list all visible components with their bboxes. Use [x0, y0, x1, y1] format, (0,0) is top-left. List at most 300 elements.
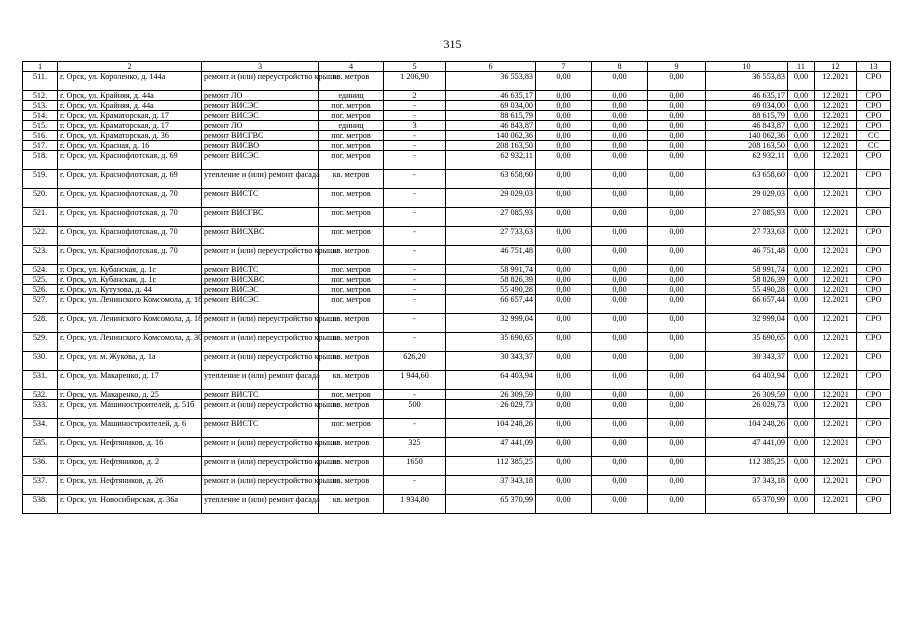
deadline-cell: 12.2021 [815, 111, 857, 121]
total-cost-cell: 104 248,26 [446, 419, 536, 438]
total-cost-cell: 36 553,83 [446, 72, 536, 91]
work-type-cell: ремонт ВИСЭС [202, 111, 319, 121]
cost-owners-cell: 62 932,11 [706, 151, 788, 170]
total-cost-cell: 29 029,03 [446, 189, 536, 208]
total-cost-cell: 26 029,73 [446, 400, 536, 419]
address-cell: г. Орск, ул. Машиностроителей, д. 51б [58, 400, 202, 419]
cost-owners-cell: 46 751,48 [706, 246, 788, 265]
deadline-cell: 12.2021 [815, 275, 857, 285]
cost-other-cell: 0,00 [648, 131, 706, 141]
cost-fund-cell: 0,00 [536, 495, 592, 514]
unit-cost-cell: 0,00 [788, 151, 815, 170]
table-row [23, 91, 891, 101]
method-cell: СРО [857, 275, 891, 285]
deadline-cell: 12.2021 [815, 295, 857, 314]
cost-budget-cell: 0,00 [592, 101, 648, 111]
method-cell: СРО [857, 91, 891, 101]
unit-cell: пог. метров [319, 295, 384, 314]
table-row [23, 495, 891, 514]
method-cell: СРО [857, 111, 891, 121]
method-cell: СРО [857, 208, 891, 227]
unit-cost-cell: 0,00 [788, 72, 815, 91]
address-cell: г. Орск, ул. Макаренко, д. 25 [58, 390, 202, 400]
deadline-cell: 12.2021 [815, 121, 857, 131]
unit-cell: кв. метров [319, 495, 384, 514]
cost-other-cell: 0,00 [648, 265, 706, 275]
volume-cell: 500 [384, 400, 446, 419]
table-row [23, 400, 891, 419]
work-type-cell: ремонт ВИСЭС [202, 151, 319, 170]
volume-cell: 1 944,60 [384, 371, 446, 390]
total-cost-cell: 46 843,87 [446, 121, 536, 131]
address-cell: г. Орск, ул. Крайняя, д. 44а [58, 101, 202, 111]
cost-fund-cell: 0,00 [536, 275, 592, 285]
cost-budget-cell: 0,00 [592, 314, 648, 333]
unit-cell: пог. метров [319, 419, 384, 438]
address-cell: г. Орск, ул. Красная, д. 16 [58, 141, 202, 151]
cost-owners-cell: 35 690,65 [706, 333, 788, 352]
unit-cell: кв. метров [319, 333, 384, 352]
cost-other-cell: 0,00 [648, 371, 706, 390]
row-number-cell: 524. [23, 265, 58, 275]
work-type-cell: утепление и (или) ремонт фасада [202, 371, 319, 390]
method-cell: СРО [857, 457, 891, 476]
cost-owners-cell: 26 029,73 [706, 400, 788, 419]
address-cell: г. Орск, ул. Короленко, д. 144а [58, 72, 202, 91]
cost-owners-cell: 104 248,26 [706, 419, 788, 438]
volume-cell: - [384, 295, 446, 314]
cost-owners-cell: 36 553,83 [706, 72, 788, 91]
cost-fund-cell: 0,00 [536, 352, 592, 371]
table-row [23, 227, 891, 246]
address-cell: г. Орск, ул. Краснофлотская, д. 70 [58, 246, 202, 265]
cost-fund-cell: 0,00 [536, 121, 592, 131]
unit-cell: пог. метров [319, 227, 384, 246]
column-number: 3 [202, 62, 319, 72]
unit-cost-cell: 0,00 [788, 91, 815, 101]
cost-budget-cell: 0,00 [592, 352, 648, 371]
cost-owners-cell: 112 385,25 [706, 457, 788, 476]
volume-cell: - [384, 227, 446, 246]
unit-cost-cell: 0,00 [788, 121, 815, 131]
cost-other-cell: 0,00 [648, 314, 706, 333]
cost-budget-cell: 0,00 [592, 72, 648, 91]
unit-cell: кв. метров [319, 72, 384, 91]
unit-cell: пог. метров [319, 131, 384, 141]
total-cost-cell: 46 635,17 [446, 91, 536, 101]
volume-cell: 3 [384, 121, 446, 131]
volume-cell: 626,20 [384, 352, 446, 371]
work-type-cell: ремонт и (или) переустройство крыши [202, 246, 319, 265]
address-cell: г. Орск, ул. Кутузова, д. 44 [58, 285, 202, 295]
volume-cell: - [384, 141, 446, 151]
method-cell: СРО [857, 333, 891, 352]
unit-cost-cell: 0,00 [788, 476, 815, 495]
work-type-cell: ремонт ВИСГВС [202, 208, 319, 227]
unit-cell: пог. метров [319, 101, 384, 111]
unit-cost-cell: 0,00 [788, 111, 815, 121]
unit-cost-cell: 0,00 [788, 141, 815, 151]
unit-cost-cell: 0,00 [788, 419, 815, 438]
cost-owners-cell: 27 085,93 [706, 208, 788, 227]
row-number-cell: 536. [23, 457, 58, 476]
work-type-cell: ремонт ВИСХВС [202, 275, 319, 285]
unit-cell: пог. метров [319, 111, 384, 121]
method-cell: СРО [857, 476, 891, 495]
cost-budget-cell: 0,00 [592, 295, 648, 314]
total-cost-cell: 65 370,99 [446, 495, 536, 514]
unit-cell: пог. метров [319, 265, 384, 275]
table-row [23, 189, 891, 208]
cost-other-cell: 0,00 [648, 352, 706, 371]
table-row [23, 352, 891, 371]
cost-fund-cell: 0,00 [536, 227, 592, 246]
table-row [23, 131, 891, 141]
total-cost-cell: 63 658,60 [446, 170, 536, 189]
deadline-cell: 12.2021 [815, 265, 857, 275]
unit-cost-cell: 0,00 [788, 400, 815, 419]
volume-cell: 1650 [384, 457, 446, 476]
cost-other-cell: 0,00 [648, 72, 706, 91]
column-number: 13 [857, 62, 891, 72]
total-cost-cell: 58 826,39 [446, 275, 536, 285]
cost-owners-cell: 30 343,37 [706, 352, 788, 371]
method-cell: СС [857, 141, 891, 151]
cost-fund-cell: 0,00 [536, 400, 592, 419]
total-cost-cell: 27 733,63 [446, 227, 536, 246]
deadline-cell: 12.2021 [815, 438, 857, 457]
table-row [23, 101, 891, 111]
table-row [23, 295, 891, 314]
deadline-cell: 12.2021 [815, 400, 857, 419]
method-cell: СРО [857, 400, 891, 419]
column-number: 9 [648, 62, 706, 72]
row-number-cell: 535. [23, 438, 58, 457]
row-number-cell: 530. [23, 352, 58, 371]
cost-budget-cell: 0,00 [592, 151, 648, 170]
cost-owners-cell: 26 309,59 [706, 390, 788, 400]
volume-cell: - [384, 390, 446, 400]
cost-other-cell: 0,00 [648, 227, 706, 246]
cost-other-cell: 0,00 [648, 457, 706, 476]
deadline-cell: 12.2021 [815, 141, 857, 151]
deadline-cell: 12.2021 [815, 352, 857, 371]
cost-budget-cell: 0,00 [592, 476, 648, 495]
cost-budget-cell: 0,00 [592, 371, 648, 390]
table-row [23, 457, 891, 476]
cost-other-cell: 0,00 [648, 275, 706, 285]
cost-fund-cell: 0,00 [536, 170, 592, 189]
cost-budget-cell: 0,00 [592, 400, 648, 419]
row-number-cell: 518. [23, 151, 58, 170]
table-row [23, 333, 891, 352]
unit-cell: пог. метров [319, 208, 384, 227]
cost-budget-cell: 0,00 [592, 170, 648, 189]
work-type-cell: ремонт ВИСХВС [202, 227, 319, 246]
total-cost-cell: 32 999,04 [446, 314, 536, 333]
table-row [23, 170, 891, 189]
cost-other-cell: 0,00 [648, 101, 706, 111]
column-number: 8 [592, 62, 648, 72]
unit-cost-cell: 0,00 [788, 438, 815, 457]
row-number-cell: 512. [23, 91, 58, 101]
deadline-cell: 12.2021 [815, 101, 857, 111]
method-cell: СРО [857, 265, 891, 275]
method-cell: СРО [857, 314, 891, 333]
table-row [23, 476, 891, 495]
row-number-cell: 513. [23, 101, 58, 111]
cost-owners-cell: 58 826,39 [706, 275, 788, 285]
cost-other-cell: 0,00 [648, 495, 706, 514]
deadline-cell: 12.2021 [815, 390, 857, 400]
deadline-cell: 12.2021 [815, 208, 857, 227]
cost-fund-cell: 0,00 [536, 457, 592, 476]
address-cell: г. Орск, ул. Крайняя, д. 44а [58, 91, 202, 101]
cost-other-cell: 0,00 [648, 170, 706, 189]
total-cost-cell: 26 309,59 [446, 390, 536, 400]
cost-budget-cell: 0,00 [592, 390, 648, 400]
address-cell: г. Орск, ул. Краматорская, д. 17 [58, 121, 202, 131]
address-cell: г. Орск, ул. Ленинского Комсомола, д. 30 [58, 333, 202, 352]
unit-cost-cell: 0,00 [788, 285, 815, 295]
volume-cell: - [384, 170, 446, 189]
cost-owners-cell: 27 733,63 [706, 227, 788, 246]
deadline-cell: 12.2021 [815, 314, 857, 333]
work-type-cell: ремонт ВИСЭС [202, 285, 319, 295]
cost-owners-cell: 66 657,44 [706, 295, 788, 314]
cost-owners-cell: 88 615,79 [706, 111, 788, 121]
volume-cell: 1 934,80 [384, 495, 446, 514]
deadline-cell: 12.2021 [815, 419, 857, 438]
column-number-row [23, 62, 891, 72]
method-cell: СРО [857, 295, 891, 314]
total-cost-cell: 66 657,44 [446, 295, 536, 314]
cost-budget-cell: 0,00 [592, 495, 648, 514]
total-cost-cell: 35 690,65 [446, 333, 536, 352]
table-row [23, 390, 891, 400]
cost-fund-cell: 0,00 [536, 91, 592, 101]
row-number-cell: 531. [23, 371, 58, 390]
method-cell: СРО [857, 227, 891, 246]
work-type-cell: ремонт ВИСЭС [202, 101, 319, 111]
row-number-cell: 516. [23, 131, 58, 141]
cost-fund-cell: 0,00 [536, 333, 592, 352]
method-cell: СРО [857, 101, 891, 111]
deadline-cell: 12.2021 [815, 476, 857, 495]
work-type-cell: ремонт ВИСТС [202, 419, 319, 438]
cost-budget-cell: 0,00 [592, 131, 648, 141]
cost-fund-cell: 0,00 [536, 246, 592, 265]
row-number-cell: 525. [23, 275, 58, 285]
cost-fund-cell: 0,00 [536, 151, 592, 170]
cost-other-cell: 0,00 [648, 333, 706, 352]
deadline-cell: 12.2021 [815, 189, 857, 208]
deadline-cell: 12.2021 [815, 285, 857, 295]
work-type-cell: ремонт и (или) переустройство крыши [202, 400, 319, 419]
unit-cost-cell: 0,00 [788, 227, 815, 246]
row-number-cell: 511. [23, 72, 58, 91]
unit-cost-cell: 0,00 [788, 495, 815, 514]
deadline-cell: 12.2021 [815, 495, 857, 514]
cost-fund-cell: 0,00 [536, 285, 592, 295]
deadline-cell: 12.2021 [815, 227, 857, 246]
address-cell: г. Орск, ул. м. Жукова, д. 1а [58, 352, 202, 371]
unit-cell: кв. метров [319, 314, 384, 333]
cost-budget-cell: 0,00 [592, 438, 648, 457]
unit-cost-cell: 0,00 [788, 371, 815, 390]
unit-cost-cell: 0,00 [788, 352, 815, 371]
unit-cost-cell: 0,00 [788, 189, 815, 208]
cost-fund-cell: 0,00 [536, 390, 592, 400]
volume-cell: - [384, 246, 446, 265]
address-cell: г. Орск, ул. Новосибирская, д. 36а [58, 495, 202, 514]
cost-owners-cell: 208 163,50 [706, 141, 788, 151]
method-cell: СРО [857, 151, 891, 170]
column-number: 6 [446, 62, 536, 72]
cost-owners-cell: 65 370,99 [706, 495, 788, 514]
address-cell: г. Орск, ул. Краматорская, д. 36 [58, 131, 202, 141]
cost-budget-cell: 0,00 [592, 208, 648, 227]
cost-budget-cell: 0,00 [592, 333, 648, 352]
cost-budget-cell: 0,00 [592, 111, 648, 121]
method-cell: СРО [857, 285, 891, 295]
repair-program-table [22, 61, 891, 514]
cost-fund-cell: 0,00 [536, 189, 592, 208]
address-cell: г. Орск, ул. Ленинского Комсомола, д. 18 [58, 295, 202, 314]
address-cell: г. Орск, ул. Машиностроителей, д. 6 [58, 419, 202, 438]
volume-cell: - [384, 275, 446, 285]
address-cell: г. Орск, ул. Нефтяников, д. 16 [58, 438, 202, 457]
table-row [23, 121, 891, 131]
cost-fund-cell: 0,00 [536, 419, 592, 438]
total-cost-cell: 37 343,18 [446, 476, 536, 495]
total-cost-cell: 208 163,50 [446, 141, 536, 151]
column-number: 5 [384, 62, 446, 72]
cost-owners-cell: 46 843,87 [706, 121, 788, 131]
table-row [23, 275, 891, 285]
table-row [23, 246, 891, 265]
table-row [23, 285, 891, 295]
cost-budget-cell: 0,00 [592, 265, 648, 275]
table-row [23, 371, 891, 390]
unit-cost-cell: 0,00 [788, 390, 815, 400]
work-type-cell: утепление и (или) ремонт фасада [202, 495, 319, 514]
unit-cell: кв. метров [319, 438, 384, 457]
cost-budget-cell: 0,00 [592, 285, 648, 295]
unit-cost-cell: 0,00 [788, 131, 815, 141]
cost-other-cell: 0,00 [648, 438, 706, 457]
row-number-cell: 515. [23, 121, 58, 131]
work-type-cell: ремонт ВИСВО [202, 141, 319, 151]
cost-owners-cell: 32 999,04 [706, 314, 788, 333]
column-number: 11 [788, 62, 815, 72]
cost-fund-cell: 0,00 [536, 101, 592, 111]
address-cell: г. Орск, ул. Кубанская, д. 1с [58, 275, 202, 285]
address-cell: г. Орск, ул. Нефтяников, д. 2 [58, 457, 202, 476]
total-cost-cell: 58 991,74 [446, 265, 536, 275]
address-cell: г. Орск, ул. Краснофлотская, д. 70 [58, 189, 202, 208]
method-cell: СРО [857, 246, 891, 265]
row-number-cell: 522. [23, 227, 58, 246]
column-number: 2 [58, 62, 202, 72]
row-number-cell: 519. [23, 170, 58, 189]
cost-other-cell: 0,00 [648, 390, 706, 400]
method-cell: СРО [857, 495, 891, 514]
method-cell: СРО [857, 72, 891, 91]
deadline-cell: 12.2021 [815, 333, 857, 352]
volume-cell: - [384, 208, 446, 227]
method-cell: СРО [857, 352, 891, 371]
unit-cost-cell: 0,00 [788, 295, 815, 314]
volume-cell: - [384, 333, 446, 352]
method-cell: СРО [857, 170, 891, 189]
unit-cost-cell: 0,00 [788, 457, 815, 476]
cost-owners-cell: 58 991,74 [706, 265, 788, 275]
cost-other-cell: 0,00 [648, 141, 706, 151]
cost-fund-cell: 0,00 [536, 371, 592, 390]
cost-owners-cell: 64 403,94 [706, 371, 788, 390]
cost-budget-cell: 0,00 [592, 419, 648, 438]
cost-other-cell: 0,00 [648, 151, 706, 170]
table-row [23, 72, 891, 91]
unit-cell: пог. метров [319, 151, 384, 170]
volume-cell: - [384, 111, 446, 121]
work-type-cell: ремонт ВИСГВС [202, 131, 319, 141]
cost-owners-cell: 37 343,18 [706, 476, 788, 495]
cost-owners-cell: 29 029,03 [706, 189, 788, 208]
work-type-cell: ремонт и (или) переустройство крыши [202, 438, 319, 457]
cost-other-cell: 0,00 [648, 121, 706, 131]
total-cost-cell: 27 085,93 [446, 208, 536, 227]
method-cell: СРО [857, 390, 891, 400]
work-type-cell: ремонт ЛО [202, 91, 319, 101]
cost-fund-cell: 0,00 [536, 111, 592, 121]
cost-owners-cell: 63 658,60 [706, 170, 788, 189]
cost-other-cell: 0,00 [648, 295, 706, 314]
unit-cost-cell: 0,00 [788, 314, 815, 333]
work-type-cell: ремонт ЛО [202, 121, 319, 131]
table-row [23, 111, 891, 121]
unit-cell: кв. метров [319, 246, 384, 265]
unit-cost-cell: 0,00 [788, 275, 815, 285]
cost-other-cell: 0,00 [648, 208, 706, 227]
total-cost-cell: 55 490,28 [446, 285, 536, 295]
work-type-cell: ремонт ВИСТС [202, 390, 319, 400]
column-number: 10 [706, 62, 788, 72]
method-cell: СРО [857, 419, 891, 438]
row-number-cell: 527. [23, 295, 58, 314]
row-number-cell: 537. [23, 476, 58, 495]
table-row [23, 141, 891, 151]
deadline-cell: 12.2021 [815, 131, 857, 141]
cost-budget-cell: 0,00 [592, 246, 648, 265]
unit-cell: пог. метров [319, 275, 384, 285]
table-row [23, 314, 891, 333]
unit-cell: кв. метров [319, 371, 384, 390]
total-cost-cell: 30 343,37 [446, 352, 536, 371]
unit-cost-cell: 0,00 [788, 265, 815, 275]
cost-other-cell: 0,00 [648, 246, 706, 265]
unit-cost-cell: 0,00 [788, 333, 815, 352]
row-number-cell: 517. [23, 141, 58, 151]
unit-cell: пог. метров [319, 285, 384, 295]
work-type-cell: ремонт и (или) переустройство крыши [202, 476, 319, 495]
cost-other-cell: 0,00 [648, 285, 706, 295]
row-number-cell: 533. [23, 400, 58, 419]
cost-fund-cell: 0,00 [536, 141, 592, 151]
row-number-cell: 526. [23, 285, 58, 295]
volume-cell: - [384, 285, 446, 295]
